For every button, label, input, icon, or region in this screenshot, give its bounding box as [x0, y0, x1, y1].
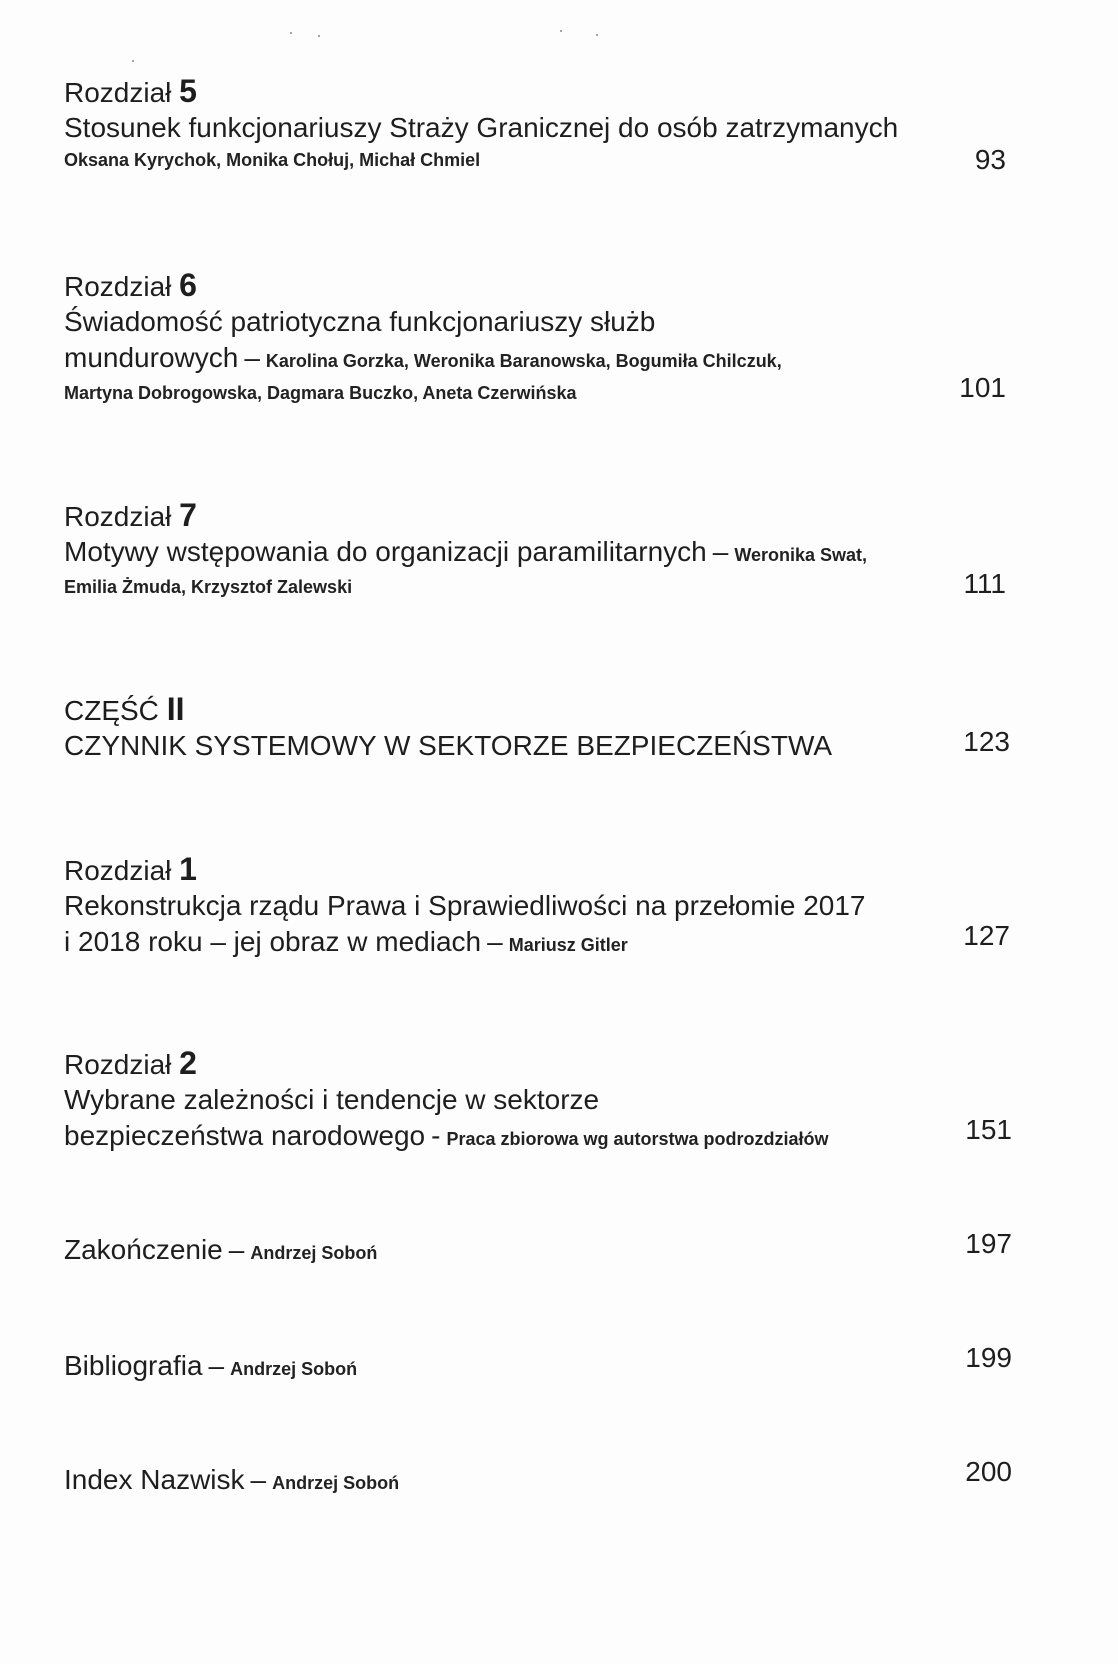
scan-speck	[560, 30, 562, 32]
scan-speck	[596, 34, 598, 36]
bibliography-author: Andrzej Soboń	[230, 1359, 358, 1379]
toc-entry-chapter-5	[64, 73, 1064, 175]
chapter-title-line-1: Rekonstrukcja rządu Prawa i Sprawiedliwości na przełomie 2017	[64, 890, 866, 921]
dash: –	[250, 1464, 267, 1495]
dash: –	[712, 536, 729, 567]
chapter-title-text: mundurowych	[64, 342, 239, 373]
page-number: 101	[959, 372, 1006, 403]
closing-author: Andrzej Soboń	[250, 1243, 378, 1263]
dash: –	[208, 1350, 225, 1381]
chapter-authors-inline: Karolina Gorzka, Weronika Baranowska, Bogumiła Chilczuk,	[265, 351, 782, 371]
dash: –	[487, 926, 503, 957]
scan-speck	[318, 35, 320, 37]
dash: -	[431, 1120, 441, 1151]
chapter-title-line-1: Świadomość patriotyczna funkcjonariuszy służb	[64, 306, 656, 337]
chapter-number: 5	[179, 73, 197, 109]
toc-entry-chapter-2	[64, 1046, 1064, 1157]
page-number: 93	[974, 144, 1006, 175]
chapter-label	[64, 74, 1064, 110]
chapter-number: 2	[179, 1045, 197, 1081]
chapter-label-text: Rozdział	[64, 77, 172, 108]
chapter-number: 6	[179, 267, 197, 303]
chapter-authors-inline: Weronika Swat,	[734, 545, 868, 565]
closing-title-text: Zakończenie	[64, 1234, 223, 1265]
dash: –	[244, 342, 260, 373]
toc-entry-closing	[64, 1228, 1064, 1271]
chapter-label	[64, 1046, 1064, 1082]
chapter-title-text: bezpieczeństwa narodowego	[64, 1120, 426, 1151]
chapter-label	[64, 268, 1064, 304]
chapter-label-text: Rozdział	[64, 1049, 172, 1080]
chapter-label-text: Rozdział	[64, 271, 172, 302]
chapter-label	[64, 852, 1064, 888]
chapter-label	[64, 498, 1064, 534]
part-title: CZYNNIK SYSTEMOWY W SEKTORZE BEZPIECZEŃSTWA	[64, 730, 833, 761]
chapter-authors-inline: Mariusz Gitler	[508, 935, 628, 955]
bibliography-title	[64, 1348, 1064, 1387]
page-number: 199	[965, 1342, 1012, 1373]
chapter-title-line-1	[64, 534, 1064, 573]
chapter-title-text: Motywy wstępowania do organizacji paramilitarnych	[64, 536, 707, 567]
dash: –	[228, 1234, 245, 1265]
scan-speck	[290, 32, 292, 34]
toc-entry-chapter-7	[64, 498, 1064, 598]
toc-entry-chapter-1	[64, 852, 1064, 963]
page-number: 200	[965, 1456, 1012, 1487]
index-title-text: Index Nazwisk	[64, 1464, 245, 1495]
chapter-title-line-1: Wybrane zależności i tendencje w sektorze	[64, 1084, 600, 1115]
chapter-title-line-2	[64, 1118, 1064, 1157]
page-number: 127	[963, 920, 1010, 951]
chapter-label-text: Rozdział	[64, 855, 172, 886]
chapter-title-line-2	[64, 340, 1064, 379]
part-label-text: CZĘŚĆ	[64, 695, 159, 726]
toc-entry-bibliography	[64, 1342, 1064, 1387]
chapter-number: 7	[179, 497, 197, 533]
chapter-authors: Oksana Kyrychok, Monika Chołuj, Michał Chmiel	[64, 150, 481, 170]
page-number: 151	[965, 1114, 1012, 1145]
toc-entry-part-2	[64, 692, 1064, 764]
toc-entry-index	[64, 1456, 1064, 1501]
page-number: 123	[963, 726, 1010, 757]
index-author: Andrzej Soboń	[272, 1473, 400, 1493]
page-number: 111	[963, 568, 1006, 599]
chapter-authors: Emilia Żmuda, Krzysztof Zalewski	[64, 577, 353, 597]
toc-entry-chapter-6	[64, 268, 1064, 404]
chapter-authors-inline: Praca zbiorowa wg autorstwa podrozdziałów	[446, 1129, 829, 1149]
chapter-title-line-2	[64, 924, 1064, 963]
index-title	[64, 1462, 1064, 1501]
bibliography-title-text: Bibliografia	[64, 1350, 203, 1381]
scan-speck	[132, 60, 134, 62]
chapter-title: Stosunek funkcjonariuszy Straży Granicznej do osób zatrzymanych	[64, 112, 899, 143]
chapter-title-text: i 2018 roku – jej obraz w mediach	[64, 926, 482, 957]
part-label	[64, 692, 1064, 728]
page-number: 197	[965, 1228, 1012, 1259]
chapter-authors: Martyna Dobrogowska, Dagmara Buczko, Aneta Czerwińska	[64, 383, 577, 403]
chapter-number: 1	[179, 851, 197, 887]
chapter-label-text: Rozdział	[64, 501, 172, 532]
closing-title	[64, 1232, 1064, 1271]
part-number: II	[166, 691, 185, 727]
